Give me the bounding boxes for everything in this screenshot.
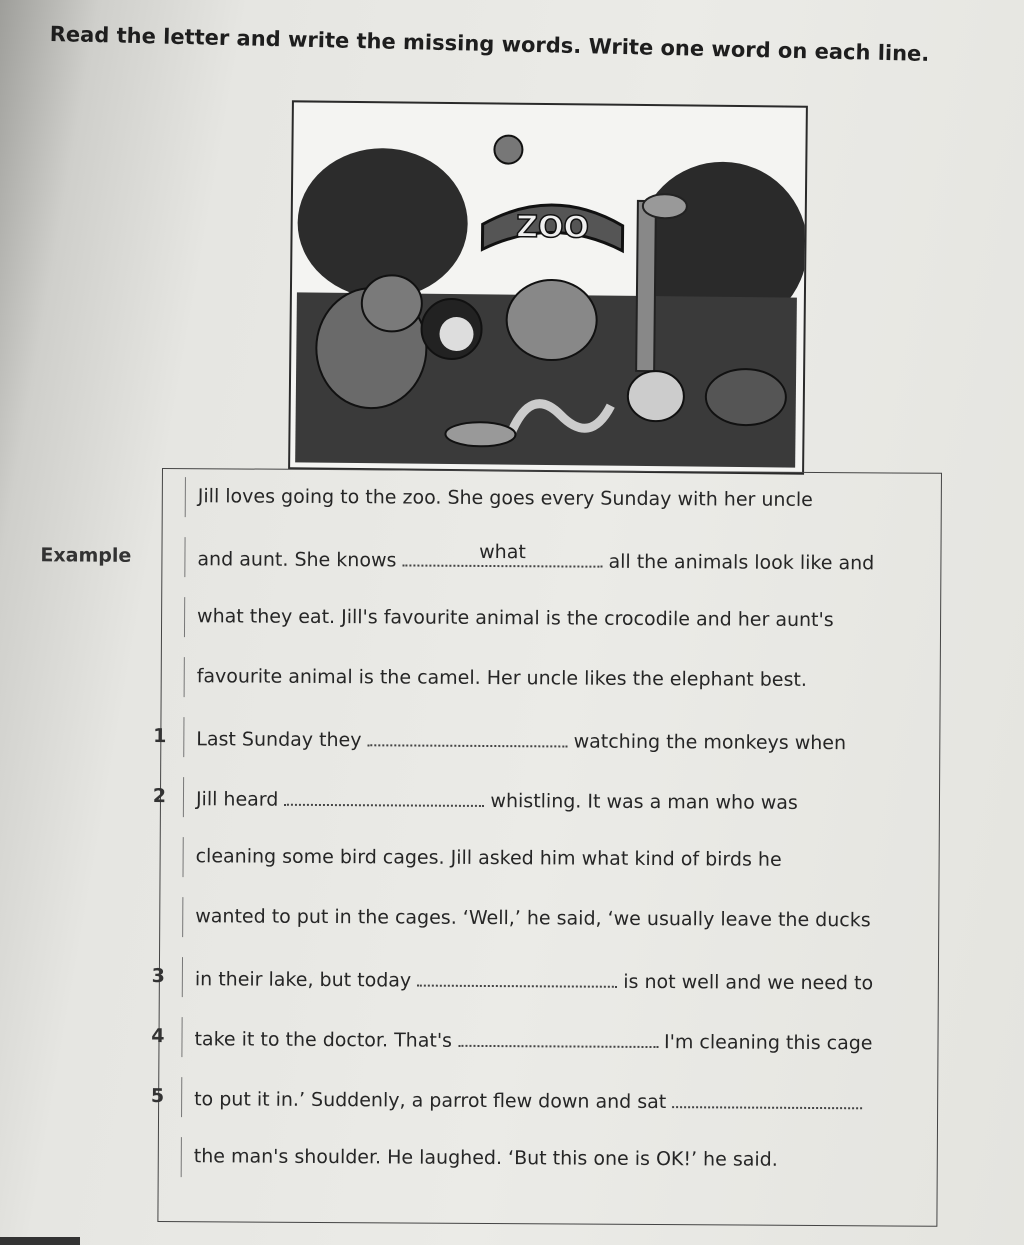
question-number-4: 4 (151, 1024, 165, 1048)
passage-line (42, 604, 942, 649)
line-text-before: Jill heard (195, 788, 279, 811)
instruction-heading: Read the letter and write the missing words. Write one word on each line. (49, 22, 930, 66)
page-edge (0, 1237, 80, 1245)
passage-line-q4 (39, 1024, 939, 1069)
bird-top (494, 135, 522, 163)
line-text-before: take it to the doctor. That's (194, 1028, 453, 1052)
giraffe (636, 201, 656, 371)
frog (628, 371, 685, 422)
camel (506, 280, 597, 361)
line-text-after: is not well and we need to (623, 970, 874, 995)
line-text: Jill loves going to the zoo. She goes every Sunday with her uncle (197, 485, 813, 511)
answer-blank-5[interactable] (672, 1088, 862, 1109)
line-number (43, 484, 168, 485)
passage-line-q2 (41, 784, 941, 829)
line-text-after: all the animals look like and (608, 550, 875, 575)
answer-blank-2[interactable] (284, 786, 484, 807)
question-number-5: 5 (150, 1084, 165, 1108)
passage-box (40, 468, 942, 1227)
answer-blank-3[interactable] (417, 967, 617, 988)
answer-blank-4[interactable] (458, 1027, 658, 1048)
example-answer-blank (402, 540, 602, 567)
question-number-1: 1 (153, 724, 167, 748)
question-number-3: 3 (151, 964, 165, 988)
example-label: Example (40, 544, 132, 567)
passage-line (40, 844, 940, 889)
line-text-after: whistling. It was a man who was (490, 790, 798, 814)
line-text-before: and aunt. She knows (197, 548, 397, 572)
passage-line (43, 484, 943, 529)
passage-line (40, 904, 940, 949)
answer-blank-1[interactable] (368, 726, 568, 747)
line-text-before: in their lake, but today (194, 968, 412, 992)
passage-line-q3 (40, 964, 940, 1009)
crocodile (445, 422, 515, 447)
passage-line-q1 (41, 724, 941, 769)
line-text-after: watching the monkeys when (573, 730, 847, 755)
line-text: cleaning some bird cages. Jill asked him what kind of birds he (195, 845, 782, 871)
line-text: wanted to put in the cages. ‘Well,’ he said, ‘we usually leave the ducks (195, 905, 871, 932)
line-text-after: I'm cleaning this cage (663, 1031, 873, 1055)
question-number-2: 2 (152, 784, 167, 808)
line-text-before: to put it in.’ Suddenly, a parrot flew down and sat (194, 1088, 667, 1114)
tiger (706, 369, 787, 426)
zoo-sign-text: ZOO (516, 209, 590, 246)
passage-line (42, 664, 942, 709)
passage-line-q5 (39, 1084, 939, 1129)
zoo-illustration (288, 100, 808, 474)
passage-line (39, 1144, 939, 1189)
passage-line-example (40, 540, 942, 589)
line-text: the man's shoulder. He laughed. ‘But this one is OK!’ he said. (193, 1145, 778, 1171)
line-text: what they eat. Jill's favourite animal is the crocodile and her aunt's (197, 605, 834, 632)
example-answer: what (479, 540, 526, 564)
line-text: favourite animal is the camel. Her uncle likes the elephant best. (196, 665, 807, 691)
line-text-before: Last Sunday they (196, 728, 362, 752)
